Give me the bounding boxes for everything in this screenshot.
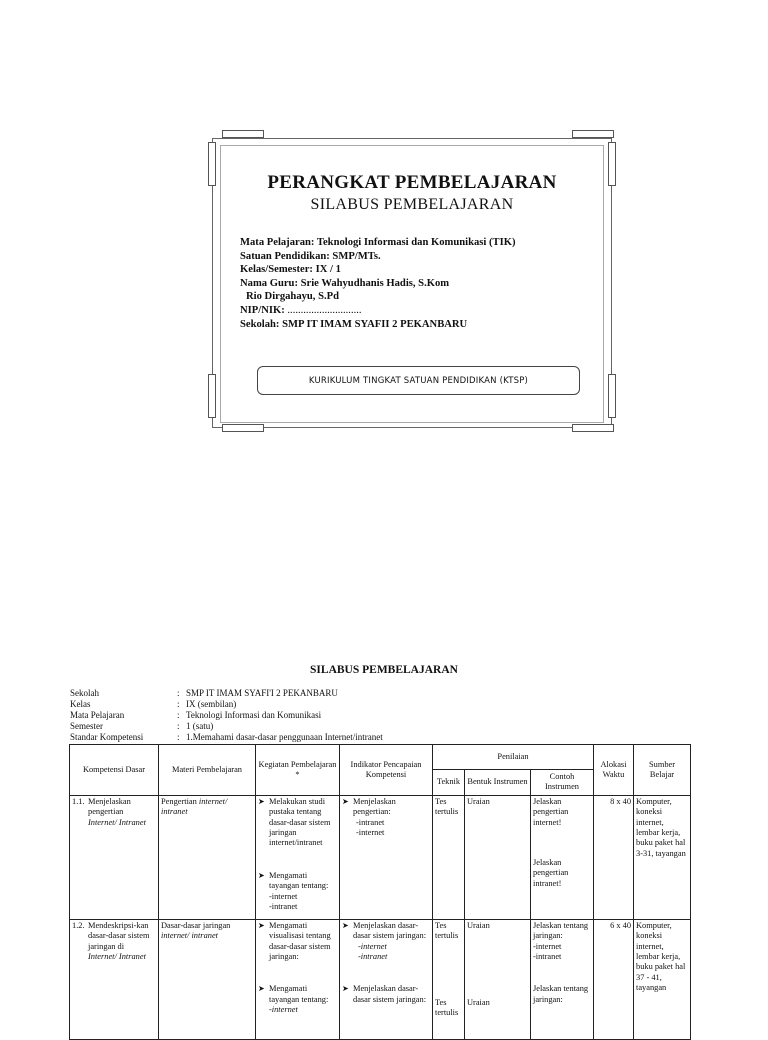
table-row [70, 795, 691, 919]
kd-number: 1.1. [72, 796, 85, 806]
header-penilaian: Penilaian [433, 745, 594, 770]
meta-row: Kelas : IX (sembilan) [70, 699, 237, 709]
arrow-bullet-icon: ➤ [258, 984, 265, 994]
meta-value: SMP IT IMAM SYAFI'I 2 PEKANBARU [186, 688, 338, 698]
materi-plain: Dasar-dasar jaringan [161, 920, 231, 930]
indikator-item: Menjelaskan dasar-dasar sistem jaringan: [353, 984, 427, 1004]
arrow-bullet-icon: ➤ [342, 984, 349, 994]
indikator-subitem: -internet [356, 828, 385, 838]
info-sekolah: Sekolah: SMP IT IMAM SYAFII 2 PEKANBARU [240, 318, 468, 330]
cell-kompetensi [70, 919, 159, 1039]
kegiatan-item: Mengamati tayangan tentang: [269, 870, 329, 891]
cell-kegiatan [256, 795, 340, 919]
cell-alokasi: 8 x 40 [594, 795, 634, 919]
cell-sumber: Komputer, koneksi internet, lembar kerja, buku paket hal 37 - 41, tayangan [634, 919, 691, 1039]
header-bentuk: Bentuk Instrumen [465, 770, 531, 796]
meta-key: Semester [70, 721, 103, 731]
contoh-item: Jelaskan pengertian intranet! [533, 858, 569, 888]
header-materi: Materi Pembelajaran [159, 745, 256, 796]
meta-row: Semester : 1 (satu) [70, 721, 214, 731]
kegiatan-item: Mengamati visualisasi tentang dasar-dasar sistem jaringan: [269, 920, 331, 962]
meta-key: Standar Kompetensi [70, 732, 144, 742]
frame-tab-bottom-right [572, 424, 614, 432]
cell-materi [159, 795, 256, 919]
frame-tab-top-left [222, 130, 264, 138]
cell-kegiatan [256, 919, 340, 1039]
teknik-item: Tes tertulis [435, 920, 459, 941]
cell-bentuk [465, 919, 531, 1039]
header-kompetensi: Kompetensi Dasar [70, 745, 159, 796]
header-contoh: Contoh Instrumen [531, 770, 594, 796]
meta-row: Mata Pelajaran : Teknologi Informasi dan Komunikasi [70, 710, 322, 720]
arrow-bullet-icon: ➤ [342, 796, 349, 806]
indikator-item: Menjelaskan pengertian: [353, 796, 396, 817]
arrow-bullet-icon: ➤ [258, 920, 265, 930]
contoh-item: Jelaskan tentang jaringan: [533, 984, 589, 1004]
cell-kompetensi [70, 795, 159, 919]
meta-value: 1 (satu) [186, 721, 214, 731]
contoh-item: Jelaskan pengertian internet! [533, 796, 569, 827]
arrow-bullet-icon: ➤ [258, 796, 265, 806]
cell-sumber: Komputer, koneksi internet, lembar kerja, buku paket hal 3-31, tayangan [634, 795, 691, 919]
cell-materi [159, 919, 256, 1039]
frame-tab-top-right [572, 130, 614, 138]
bentuk-item: Uraian [467, 998, 490, 1008]
kurikulum-label: KURIKULUM TINGKAT SATUAN PENDIDIKAN (KTSP) [308, 375, 529, 386]
meta-value: IX (sembilan) [186, 699, 237, 709]
info-kelas-semester: Kelas/Semester: IX / 1 [240, 264, 341, 276]
kegiatan-subitem: -internet [269, 1005, 298, 1015]
cell-teknik: Tes tertulis [433, 795, 465, 919]
kd-text: Mendeskripsi-kan dasar-dasar sistem jaringan di [88, 920, 150, 951]
header-indikator: Indikator Pencapaian Kompetensi [340, 745, 433, 796]
cell-bentuk: Uraian [465, 795, 531, 919]
info-satuan-pendidikan: Satuan Pendidikan: SMP/MTs. [240, 250, 381, 262]
cell-teknik [433, 919, 465, 1039]
header-kegiatan: Kegiatan Pembelajaran * [256, 745, 340, 796]
frame-tab-left-bottom [208, 374, 216, 418]
kd-italic: Internet/ Intranet [88, 817, 146, 827]
cell-alokasi: 6 x 40 [594, 919, 634, 1039]
bentuk-item: Uraian [467, 920, 490, 930]
indikator-item: Menjelaskan dasar-dasar sistem jaringan: [353, 920, 427, 941]
header-sumber: Sumber Belajar [634, 745, 691, 796]
cell-indikator [340, 795, 433, 919]
cell-indikator [340, 919, 433, 1039]
syllabus-meta [70, 688, 383, 743]
syllabus-table [69, 744, 691, 1040]
info-nama-guru-2: Rio Dirgahayu, S.Pd [246, 291, 340, 303]
syllabus-title: SILABUS PEMBELAJARAN [310, 664, 458, 676]
kurikulum-box [257, 366, 580, 395]
info-nip-label: NIP/NIK: [240, 304, 285, 316]
header-alokasi: Alokasi Waktu [594, 745, 634, 796]
kegiatan-item: Mengamati tayangan tentang: [269, 984, 329, 1004]
meta-value: 1.Memahami dasar-dasar penggunaan Internet/intranet [186, 732, 383, 742]
info-nip-dots: ............................ [287, 304, 362, 316]
info-nip [240, 304, 515, 318]
cell-contoh [531, 795, 594, 919]
materi-italic: internet/ intranet [161, 796, 228, 817]
teknik-item: Tes tertulis [435, 997, 459, 1018]
materi-italic: internet/ intranet [161, 931, 218, 941]
contoh-item: Jelaskan tentang jaringan: [533, 920, 589, 941]
kd-text: Menjelaskan pengertian [88, 796, 131, 817]
kegiatan-subitem: -intranet [269, 902, 298, 912]
kegiatan-item: Melakukan studi pustaka tentang dasar-dasar sistem jaringan internet/intranet [269, 796, 331, 848]
kd-italic: Internet/ Intranet [88, 952, 146, 962]
header-teknik: Teknik [433, 770, 465, 796]
meta-value: Teknologi Informasi dan Komunikasi [186, 710, 322, 720]
indikator-subitem: -intranet [358, 952, 388, 962]
materi-plain: Pengertian [161, 796, 197, 806]
cell-contoh [531, 919, 594, 1039]
meta-key: Kelas [70, 699, 91, 709]
cover-info-block [240, 236, 515, 331]
arrow-bullet-icon: ➤ [342, 920, 349, 930]
meta-row: Standar Kompetensi : 1.Memahami dasar-dasar penggunaan Internet/intranet [70, 732, 383, 742]
frame-tab-bottom-left [222, 424, 264, 432]
cover-subtitle: SILABUS PEMBELAJARAN [310, 196, 514, 213]
kegiatan-subitem: -internet [269, 891, 298, 901]
meta-key: Sekolah [70, 688, 99, 698]
info-mata-pelajaran: Mata Pelajaran: Teknologi Informasi dan Komunikasi (TIK) [240, 237, 516, 248]
meta-row: Sekolah : SMP IT IMAM SYAFI'I 2 PEKANBARU [70, 688, 338, 698]
cover-title: PERANGKAT PEMBELAJARAN [267, 172, 557, 193]
table-row [70, 919, 691, 1039]
info-nama-guru: Nama Guru: Srie Wahyudhanis Hadis, S.Kom [240, 277, 450, 289]
kd-number: 1.2. [72, 920, 85, 930]
contoh-subitem: -intranet [533, 952, 562, 962]
indikator-subitem: -internet [358, 941, 387, 951]
indikator-subitem: -intranet [356, 817, 385, 827]
frame-tab-right-bottom [608, 374, 616, 418]
contoh-subitem: -internet [533, 941, 562, 951]
meta-key: Mata Pelajaran [70, 710, 125, 720]
arrow-bullet-icon: ➤ [258, 870, 265, 880]
